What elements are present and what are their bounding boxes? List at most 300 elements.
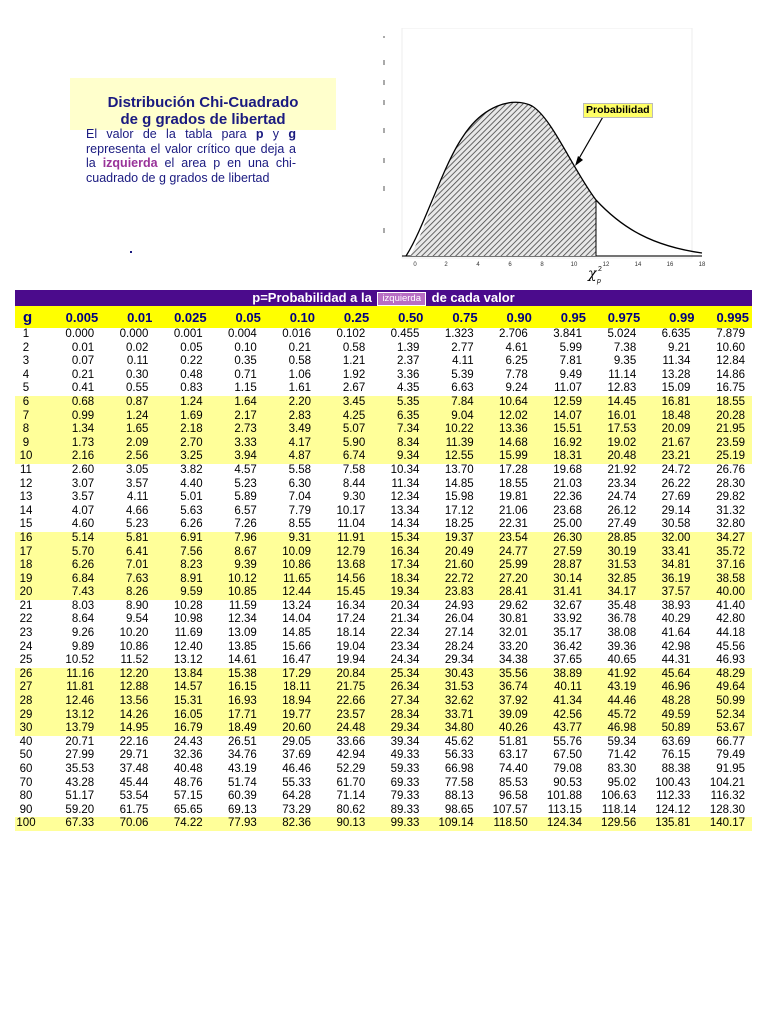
critical-value-cell: 4.11 [452,355,474,368]
degrees-of-freedom-cell: 10 [15,450,47,464]
critical-value-cell: 17.12 [444,504,474,517]
critical-value-cell: 9.39 [210,559,264,573]
critical-value-cell: 0.87 [101,396,155,410]
critical-value-cell: 29.14 [661,504,691,517]
critical-value-cell: 14.57 [155,681,209,695]
critical-value-cell: 40.11 [535,681,589,695]
critical-value-cell: 15.34 [372,532,426,546]
chi-square-density-graph [372,28,712,290]
critical-value-cell: 12.02 [481,410,535,424]
critical-value-cell: 4.61 [505,341,528,354]
critical-value-cell: 1.69 [155,410,209,424]
critical-value-cell: 98.65 [444,803,474,816]
critical-value-cell: 91.95 [716,763,745,775]
critical-value-cell: 23.21 [643,450,697,464]
critical-value-cell: 0.58 [288,355,312,368]
critical-value-cell: 34.81 [643,559,697,573]
degrees-of-freedom-cell: 22 [19,613,33,626]
critical-value-cell: 31.32 [716,504,745,517]
probability-label: Probabilidad [583,103,653,118]
critical-value-cell: 34.17 [589,586,643,600]
critical-value-cell: 28.34 [372,709,426,723]
critical-value-cell: 15.51 [535,423,589,437]
critical-value-cell: 30.14 [535,573,589,587]
table-row [15,532,752,546]
critical-value-cell: 28.87 [535,559,589,573]
critical-value-cell: 53.54 [119,790,149,803]
critical-value-cell: 66.77 [716,735,745,748]
degrees-of-freedom-cell: 29 [15,709,47,723]
table-row [15,559,752,573]
critical-value-cell: 6.26 [180,518,203,531]
critical-value-cell: 18.34 [372,573,426,587]
shaded-area [410,102,596,256]
critical-value-cell: 27.34 [372,695,426,709]
critical-value-cell: 5.23 [234,477,257,490]
critical-value-cell: 9.30 [342,491,366,504]
critical-value-cell: 36.74 [481,681,535,695]
critical-value-cell: 23.68 [553,504,583,517]
critical-value-cell: 43.19 [589,681,643,695]
critical-value-cell: 3.57 [126,477,149,490]
critical-value-cell: 4.35 [397,382,420,395]
critical-value-cell: 13.70 [444,463,474,476]
critical-value-cell: 77.58 [444,776,474,789]
caption-right: de cada valor [431,290,515,305]
critical-value-cell: 0.004 [228,328,257,340]
critical-value-cell: 11.34 [391,477,420,490]
table-row [15,369,752,383]
critical-value-cell: 30.58 [661,518,691,531]
critical-value-cell: 16.34 [336,599,366,612]
critical-value-cell: 0.11 [126,355,149,368]
degrees-of-freedom-cell: 17 [15,546,47,560]
critical-value-cell: 41.92 [589,668,643,682]
critical-value-cell: 52.34 [697,709,752,723]
critical-value-cell: 34.27 [697,532,752,546]
page-subtitle: de g grados de libertad [120,111,286,128]
p-column-header: 0.995 [697,306,752,328]
critical-value-cell: 21.03 [553,477,583,490]
degrees-of-freedom-cell: 60 [19,763,33,775]
critical-value-cell: 35.48 [607,599,637,612]
critical-value-cell: 41.40 [716,599,745,612]
critical-value-cell: 79.49 [716,749,745,762]
critical-value-cell: 16.05 [155,709,209,723]
critical-value-cell: 30.81 [499,613,528,626]
critical-value-cell: 13.68 [318,559,372,573]
critical-value-cell: 45.72 [589,709,643,723]
critical-value-cell: 9.35 [613,355,637,368]
critical-value-cell: 46.98 [589,722,643,736]
critical-value-cell: 90.53 [553,776,583,789]
critical-value-cell: 0.01 [71,341,95,354]
critical-value-cell: 5.024 [607,328,637,340]
critical-value-cell: 36.19 [643,573,697,587]
critical-value-cell: 20.34 [390,599,420,612]
critical-value-cell: 5.23 [126,518,149,531]
critical-value-cell: 32.01 [499,627,528,640]
critical-value-cell: 16.81 [643,396,697,410]
critical-value-cell: 90.13 [318,817,372,831]
critical-value-cell: 7.56 [155,546,209,560]
critical-value-cell: 26.04 [444,613,474,626]
critical-value-cell: 5.07 [318,423,372,437]
critical-value-cell: 38.93 [661,599,691,612]
p-column-header: 0.90 [481,306,535,328]
critical-value-cell: 13.36 [481,423,535,437]
table-row [15,804,752,818]
critical-value-cell: 0.58 [342,341,366,354]
probability-header-row [15,306,752,328]
degrees-of-freedom-cell: 21 [19,599,33,612]
critical-value-cell: 37.16 [697,559,752,573]
p-column-header: 0.975 [589,306,643,328]
critical-value-cell: 74.22 [155,817,209,831]
critical-value-cell: 18.55 [697,396,752,410]
critical-value-cell: 10.98 [173,613,203,626]
critical-value-cell: 20.71 [65,735,95,748]
critical-value-cell: 20.09 [643,423,697,437]
critical-value-cell: 28.85 [589,532,643,546]
critical-value-cell: 8.26 [101,586,155,600]
critical-value-cell: 2.37 [397,355,420,368]
critical-value-cell: 0.102 [336,328,366,340]
critical-value-cell: 17.29 [264,668,318,682]
description-part2: representa el valor crítico que deja a la [86,141,296,170]
critical-value-cell: 9.59 [155,586,209,600]
critical-value-cell: 20.28 [697,410,752,424]
table-row [15,586,752,600]
critical-value-cell: 0.22 [180,355,203,368]
x-tick-label: 16 [666,262,674,268]
critical-value-cell: 25.99 [481,559,535,573]
p-column-header: 0.10 [264,306,318,328]
critical-value-cell: 7.79 [288,504,312,517]
critical-value-cell: 44.18 [716,627,745,640]
critical-value-cell: 19.04 [336,640,366,653]
critical-value-cell: 44.31 [661,654,691,667]
table-row [15,627,752,641]
critical-value-cell: 41.34 [535,695,589,709]
x-axis-tick-labels [413,262,706,268]
x-tick-label: 8 [540,262,544,268]
description-text [86,127,296,185]
table-row [15,749,752,763]
critical-value-cell: 51.74 [228,776,257,789]
critical-value-cell: 67.50 [553,749,583,762]
critical-value-cell: 8.67 [210,546,264,560]
critical-value-cell: 12.40 [173,640,203,653]
critical-value-cell: 10.17 [336,504,366,517]
critical-value-cell: 1.323 [444,328,474,340]
critical-value-cell: 9.49 [559,368,583,381]
p-column-header: 0.025 [155,306,209,328]
critical-value-cell: 0.02 [126,341,149,354]
degrees-of-freedom-cell: 12 [19,477,33,490]
critical-value-cell: 10.60 [716,341,745,354]
x-tick-label: 6 [508,262,512,268]
pointer-arrowhead [575,156,583,166]
critical-value-cell: 7.26 [234,518,257,531]
critical-value-cell: 14.85 [282,627,312,640]
degrees-of-freedom-cell: 24 [19,640,33,653]
critical-value-cell: 37.65 [553,654,583,667]
table-caption-row [15,290,752,306]
critical-value-cell: 42.98 [661,640,691,653]
critical-value-cell: 140.17 [697,817,752,831]
critical-value-cell: 20.48 [589,450,643,464]
critical-value-cell: 32.00 [643,532,697,546]
critical-value-cell: 21.67 [643,437,697,451]
critical-value-cell: 89.33 [390,803,420,816]
critical-value-cell: 10.86 [119,640,149,653]
critical-value-cell: 57.15 [173,790,203,803]
critical-value-cell: 3.841 [553,328,583,340]
critical-value-cell: 3.25 [155,450,209,464]
degrees-of-freedom-cell: 18 [15,559,47,573]
critical-value-cell: 1.73 [47,437,101,451]
critical-value-cell: 5.35 [372,396,426,410]
critical-value-cell: 5.70 [47,546,101,560]
critical-value-cell: 40.29 [661,613,691,626]
critical-value-cell: 5.14 [47,532,101,546]
critical-value-cell: 4.07 [71,504,95,517]
critical-value-cell: 12.55 [426,450,480,464]
table-row [15,382,752,396]
critical-value-cell: 46.93 [716,654,745,667]
critical-value-cell: 31.53 [589,559,643,573]
critical-value-cell: 4.87 [264,450,318,464]
critical-value-cell: 49.59 [643,709,697,723]
critical-value-cell: 88.13 [444,790,474,803]
table-row [15,600,752,614]
table-row [15,668,752,682]
p-column-header: 0.05 [210,306,264,328]
critical-value-cell: 3.45 [318,396,372,410]
critical-value-cell: 106.63 [601,790,637,803]
critical-value-cell: 6.30 [288,477,312,490]
critical-value-cell: 32.36 [173,749,203,762]
critical-value-cell: 6.35 [372,410,426,424]
critical-value-cell: 2.67 [342,382,366,395]
degrees-of-freedom-cell: 28 [15,695,47,709]
critical-value-cell: 5.01 [180,491,203,504]
critical-value-cell: 71.42 [607,749,637,762]
critical-value-cell: 3.57 [71,491,95,504]
critical-value-cell: 35.72 [697,546,752,560]
table-row [15,817,752,831]
critical-value-cell: 12.44 [264,586,318,600]
critical-value-cell: 37.69 [282,749,312,762]
table-row [15,355,752,369]
degrees-of-freedom-cell: 1 [22,328,30,340]
critical-value-cell: 13.85 [228,640,257,653]
critical-value-cell: 67.33 [47,817,101,831]
critical-value-cell: 23.59 [697,437,752,451]
critical-value-cell: 0.21 [288,341,312,354]
critical-value-cell: 1.34 [47,423,101,437]
degrees-of-freedom-cell: 2 [22,341,30,354]
critical-value-cell: 31.53 [426,681,480,695]
critical-value-cell: 11.52 [120,654,149,667]
critical-value-cell: 55.76 [553,735,583,748]
critical-value-cell: 13.28 [661,368,691,381]
critical-value-cell: 12.83 [607,382,637,395]
chi-symbol: χ [588,266,597,282]
critical-value-cell: 2.706 [499,328,528,340]
critical-value-cell: 1.24 [155,396,209,410]
critical-value-cell: 32.85 [589,573,643,587]
critical-value-cell: 14.61 [228,654,257,667]
critical-value-cell: 12.34 [390,491,420,504]
p-column-header: 0.01 [101,306,155,328]
critical-value-cell: 24.48 [318,722,372,736]
critical-value-cell: 37.92 [481,695,535,709]
critical-value-cell: 6.26 [47,559,101,573]
critical-value-cell: 1.06 [288,368,312,381]
critical-value-cell: 40.00 [697,586,752,600]
critical-value-cell: 46.46 [282,763,312,775]
critical-value-cell: 26.30 [535,532,589,546]
critical-value-cell: 34.80 [426,722,480,736]
table-row [15,342,752,356]
critical-value-cell: 13.79 [47,722,101,736]
critical-value-cell: 13.56 [101,695,155,709]
critical-value-cell: 83.30 [607,763,637,775]
critical-value-cell: 53.67 [697,722,752,736]
critical-value-cell: 7.63 [101,573,155,587]
critical-value-cell: 10.52 [65,654,95,667]
critical-value-cell: 39.34 [390,735,420,748]
critical-value-cell: 36.42 [553,640,583,653]
p-column-header: 0.25 [318,306,372,328]
critical-value-cell: 17.53 [589,423,643,437]
critical-value-cell: 18.31 [535,450,589,464]
critical-value-cell: 9.21 [668,341,691,354]
table-row [15,396,752,410]
critical-value-cell: 0.48 [180,368,203,381]
critical-value-cell: 38.08 [607,627,637,640]
critical-value-cell: 60.39 [228,790,257,803]
page-title: Distribución Chi-Cuadrado [107,94,299,111]
degrees-of-freedom-cell: 7 [15,410,47,424]
critical-value-cell: 0.71 [234,368,257,381]
critical-value-cell: 27.49 [607,518,637,531]
critical-value-cell: 45.62 [444,735,474,748]
critical-value-cell: 11.91 [318,532,372,546]
critical-value-cell: 52.29 [336,763,366,775]
critical-value-cell: 20.49 [426,546,480,560]
critical-value-cell: 11.14 [608,368,637,381]
critical-value-cell: 29.62 [499,599,528,612]
critical-value-cell: 9.04 [426,410,480,424]
critical-value-cell: 8.23 [155,559,209,573]
critical-value-cell: 4.25 [318,410,372,424]
description-g: g [288,127,296,141]
critical-value-cell: 6.63 [451,382,474,395]
critical-value-cell: 33.41 [643,546,697,560]
critical-value-cell: 74.40 [499,763,528,775]
critical-value-cell: 6.25 [505,355,528,368]
critical-value-cell: 25.34 [372,668,426,682]
critical-value-cell: 28.41 [481,586,535,600]
critical-value-cell: 5.39 [451,368,474,381]
critical-value-cell: 22.16 [119,735,149,748]
critical-value-cell: 5.63 [180,504,203,517]
critical-value-cell: 14.56 [318,573,372,587]
table-row [15,491,752,505]
table-row [15,709,752,723]
critical-value-cell: 11.81 [47,681,101,695]
p-column-header: 0.99 [643,306,697,328]
critical-value-cell: 16.34 [372,546,426,560]
chi-superscript: 2 [598,266,602,273]
critical-value-cell: 15.99 [481,450,535,464]
decorative-dot [130,251,132,253]
critical-value-cell: 24.77 [481,546,535,560]
critical-value-cell: 2.17 [210,410,264,424]
critical-value-cell: 2.70 [155,437,209,451]
critical-value-cell: 15.98 [444,491,474,504]
table-row [15,613,752,627]
description-p: p [255,127,264,141]
critical-value-cell: 7.34 [372,423,426,437]
critical-value-cell: 4.11 [126,491,149,504]
critical-value-cell: 11.39 [426,437,480,451]
table-row [15,777,752,791]
critical-value-cell: 45.44 [119,776,149,789]
critical-value-cell: 16.79 [155,722,209,736]
critical-value-cell: 10.12 [210,573,264,587]
degrees-of-freedom-cell: 90 [19,803,33,816]
chi-square-table [15,290,752,831]
critical-value-cell: 24.43 [173,735,203,748]
table-body [15,328,752,831]
critical-value-cell: 79.08 [553,763,583,775]
critical-value-cell: 48.76 [173,776,203,789]
critical-value-cell: 6.84 [47,573,101,587]
critical-value-cell: 23.54 [481,532,535,546]
table-row [15,450,752,464]
critical-value-cell: 32.67 [553,599,583,612]
degrees-of-freedom-cell: 13 [19,491,33,504]
critical-value-cell: 17.24 [336,613,366,626]
degrees-of-freedom-cell: 9 [15,437,47,451]
degrees-of-freedom-cell: 16 [15,532,47,546]
critical-value-cell: 3.05 [126,463,149,476]
critical-value-cell: 3.94 [210,450,264,464]
critical-value-cell: 79.33 [390,790,420,803]
critical-value-cell: 3.82 [180,463,203,476]
critical-value-cell: 3.07 [71,477,95,490]
critical-value-cell: 4.17 [264,437,318,451]
critical-value-cell: 33.92 [553,613,583,626]
critical-value-cell: 43.28 [65,776,95,789]
critical-value-cell: 42.80 [716,613,745,626]
critical-value-cell: 30.19 [589,546,643,560]
critical-value-cell: 43.19 [228,763,257,775]
critical-value-cell: 0.68 [47,396,101,410]
critical-value-cell: 0.21 [71,368,95,381]
table-row [15,790,752,804]
critical-value-cell: 3.33 [210,437,264,451]
critical-value-cell: 2.60 [71,463,95,476]
table-row [15,328,752,342]
critical-value-cell: 11.04 [337,518,366,531]
critical-value-cell: 2.83 [264,410,318,424]
critical-value-cell: 16.75 [716,382,745,395]
